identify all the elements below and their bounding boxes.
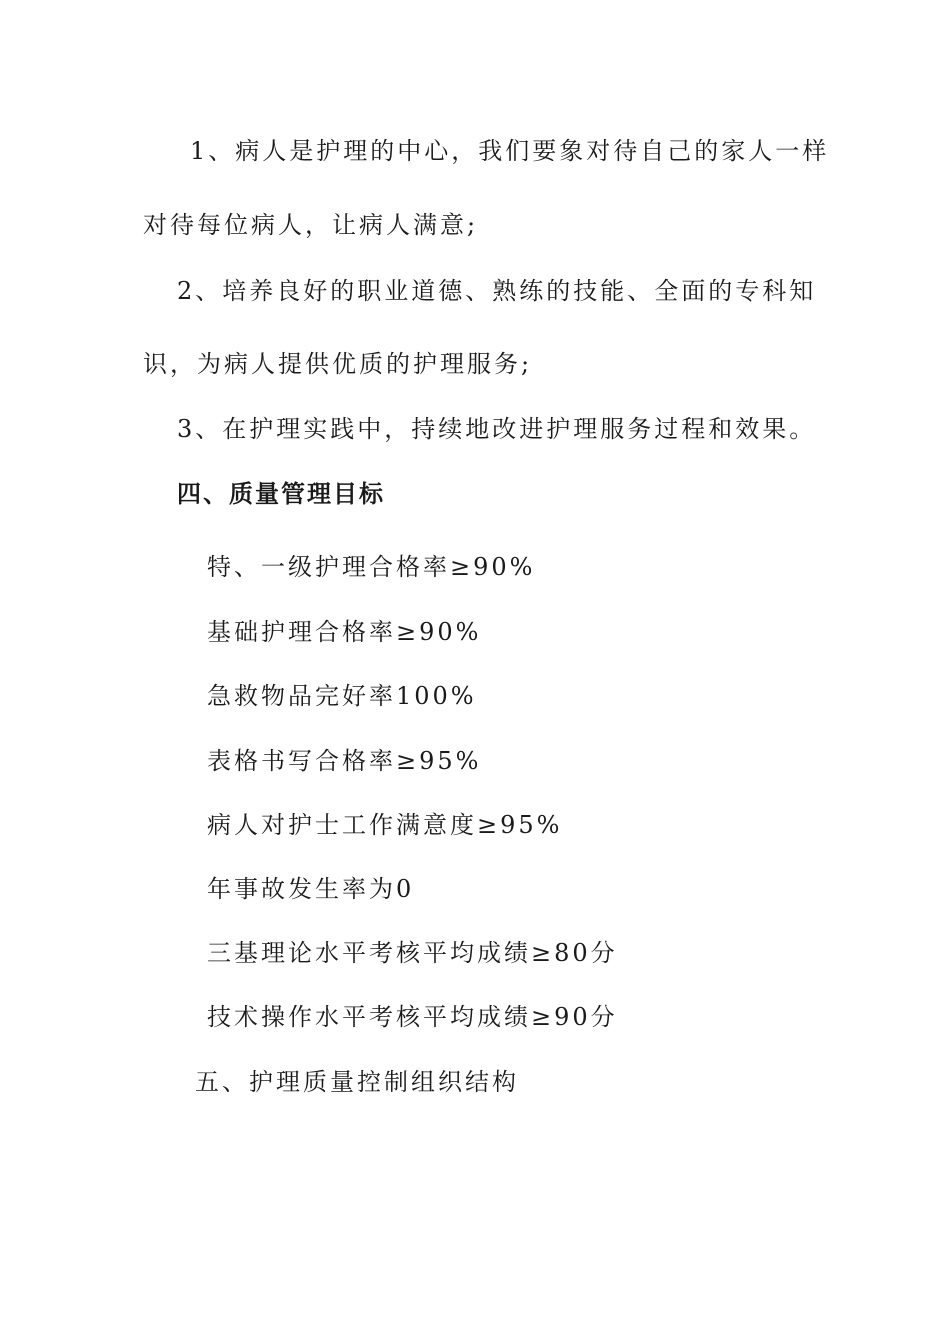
paragraph-2-line-2: 识，为病人提供优质的护理服务; <box>143 350 533 378</box>
paragraph-1-line-1: 1、病人是护理的中心，我们要象对待自己的家人一样 <box>190 137 830 165</box>
goal-item: 技术操作水平考核平均成绩≥90分 <box>207 1003 618 1031</box>
goal-item: 表格书写合格率≥95% <box>207 747 482 775</box>
paragraph-3: 3、在护理实践中，持续地改进护理服务过程和效果。 <box>177 415 817 443</box>
goal-item: 基础护理合格率≥90% <box>207 618 482 646</box>
paragraph-1-line-2: 对待每位病人，让病人满意; <box>143 211 479 239</box>
section-5-heading: 五、护理质量控制组织结构 <box>195 1068 519 1096</box>
section-4-heading: 四、质量管理目标 <box>177 479 385 508</box>
paragraph-2-line-1: 2、培养良好的职业道德、熟练的技能、全面的专科知 <box>177 277 817 305</box>
goal-item: 急救物品完好率100% <box>207 682 477 710</box>
goal-item: 特、一级护理合格率≥90% <box>207 553 536 581</box>
goal-item: 年事故发生率为0 <box>207 875 415 903</box>
goal-item: 病人对护士工作满意度≥95% <box>207 811 563 839</box>
goal-item: 三基理论水平考核平均成绩≥80分 <box>207 939 618 967</box>
